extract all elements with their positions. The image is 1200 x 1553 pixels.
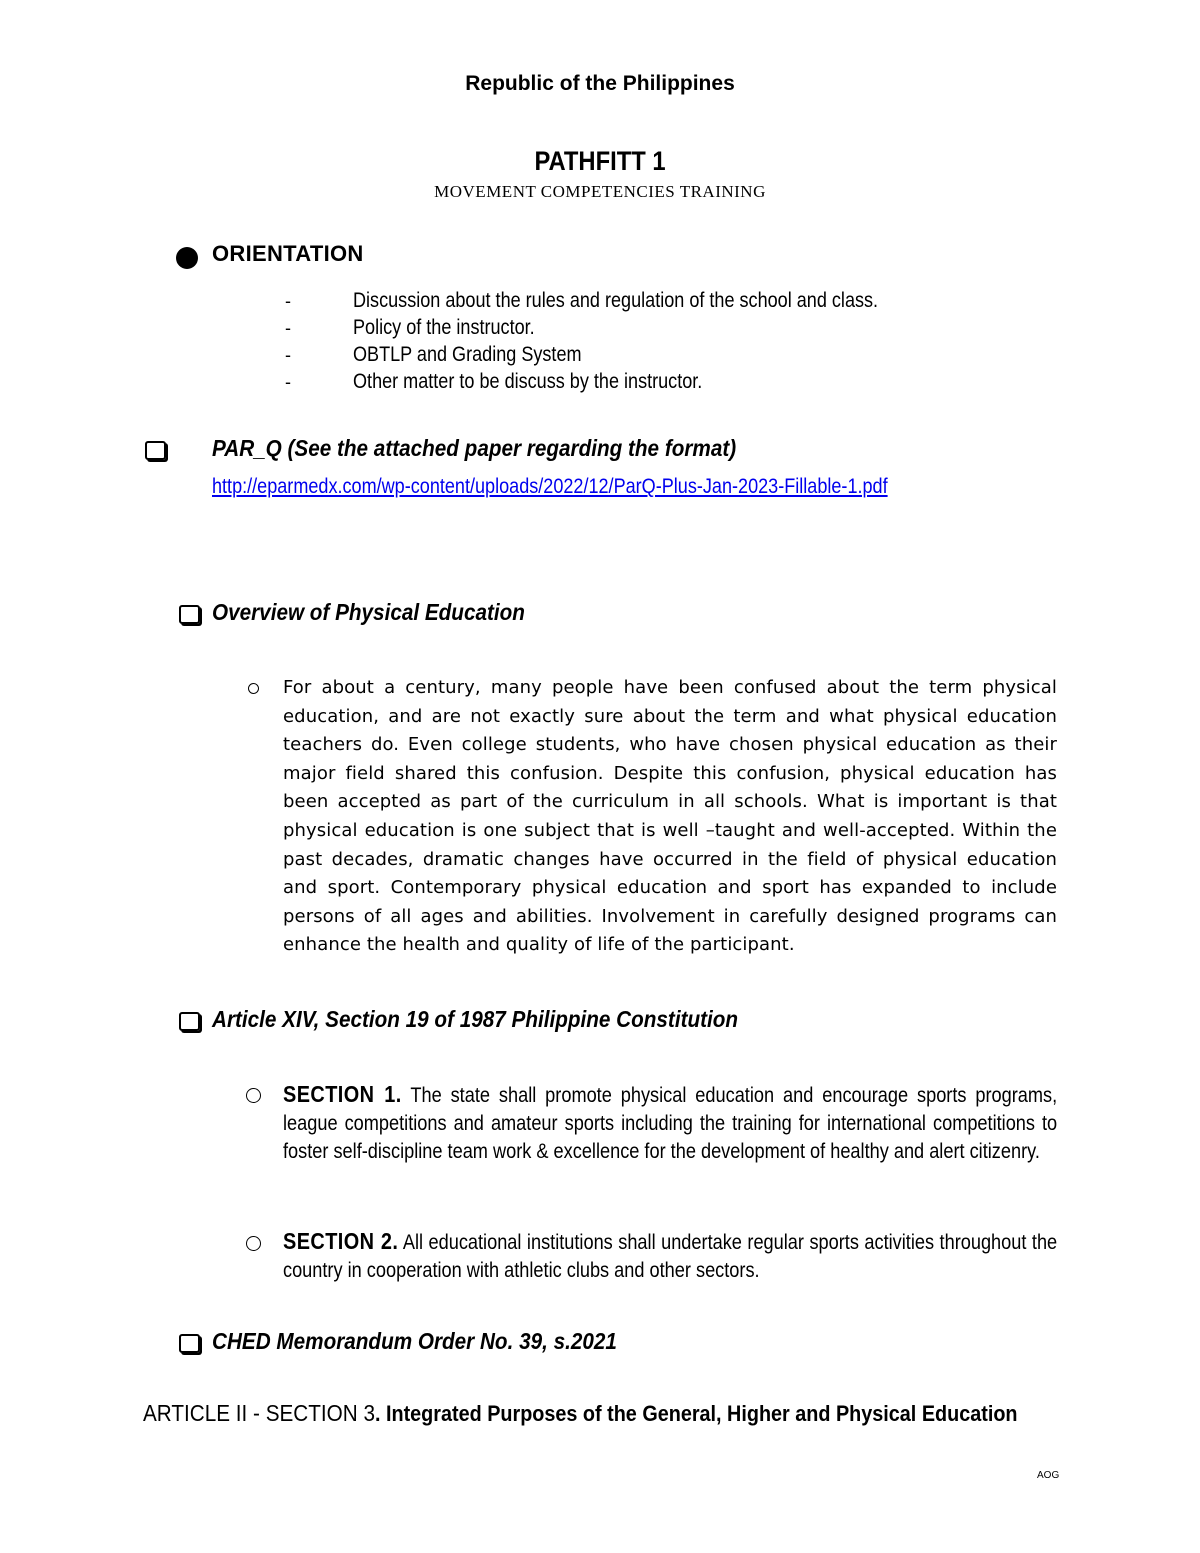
course-title: MOVEMENT COMPETENCIES TRAINING — [434, 182, 766, 201]
constitution-heading: Article XIV, Section 19 of 1987 Philippine Constitution — [212, 1006, 739, 1032]
course-code: PATHFITT 1 — [534, 146, 666, 176]
checkbox-icon — [145, 441, 166, 460]
dash-bullet: - — [285, 372, 291, 392]
orientation-item: OBTLP and Grading System — [353, 343, 582, 366]
checkbox-icon — [179, 605, 200, 624]
circle-bullet-icon — [246, 1236, 261, 1251]
section-2-text: All educational institutions shall undertake regular sports activities throughout the country in cooperation with athletic clubs and other sectors. — [283, 1231, 1058, 1282]
section-1 — [283, 1080, 1057, 1166]
overview-paragraph: For about a century, many people have been confused about the term physical education, and are not exactly sure about the term and what physical education teachers do. Even college students, who have chosen physical education as their major field shared this confusion. Despite this confusion, physical education has been accepted as part of the curriculum in all schools. What is important is that physical education is one subject that is well –taught and well-accepted. Within the past decades, dramatic changes have occurred in the field of physical education and sport. Contemporary physical education and sport has expanded to include persons of all ages and abilities. Involvement in carefully designed programs can enhance the health and quality of life of the participant. — [283, 677, 1057, 956]
checkbox-icon — [179, 1334, 200, 1353]
checkbox-icon — [179, 1012, 200, 1031]
orientation-item: Discussion about the rules and regulation of the school and class. — [353, 289, 879, 312]
filled-circle-bullet-icon — [176, 247, 198, 269]
parq-heading: PAR_Q (See the attached paper regarding the format) — [212, 435, 737, 461]
article-heading — [143, 1400, 1018, 1427]
ched-heading: CHED Memorandum Order No. 39, s.2021 — [212, 1328, 617, 1354]
country-header: Republic of the Philippines — [465, 72, 735, 95]
circle-bullet-icon — [248, 683, 259, 694]
circle-bullet-icon — [246, 1088, 261, 1103]
section-2 — [283, 1227, 1057, 1285]
footer-initials: AOG — [1037, 1470, 1060, 1481]
orientation-item: Other matter to be discuss by the instructor. — [353, 370, 703, 393]
section-1-text: The state shall promote physical education and encourage sports programs, league competitions and amateur sports including the training for international competitions to foster self-discipline team work & excellence for the development of healthy and alert citizenry. — [283, 1084, 1058, 1163]
overview-heading: Overview of Physical Education — [212, 599, 525, 625]
article-title: . Integrated Purposes of the General, Higher and Physical Education — [374, 1401, 1018, 1426]
orientation-item: Policy of the instructor. — [353, 316, 535, 339]
dash-bullet: - — [285, 318, 291, 338]
dash-bullet: - — [285, 291, 291, 311]
section-1-label: SECTION 1. — [283, 1081, 402, 1107]
dash-bullet: - — [285, 345, 291, 365]
article-label: ARTICLE II - SECTION 3 — [143, 1400, 375, 1426]
parq-link[interactable]: http://eparmedx.com/wp-content/uploads/2022/12/ParQ-Plus-Jan-2023-Fillable-1.pdf — [212, 475, 888, 498]
orientation-heading: ORIENTATION — [212, 241, 364, 266]
section-2-label: SECTION 2. — [283, 1228, 399, 1254]
